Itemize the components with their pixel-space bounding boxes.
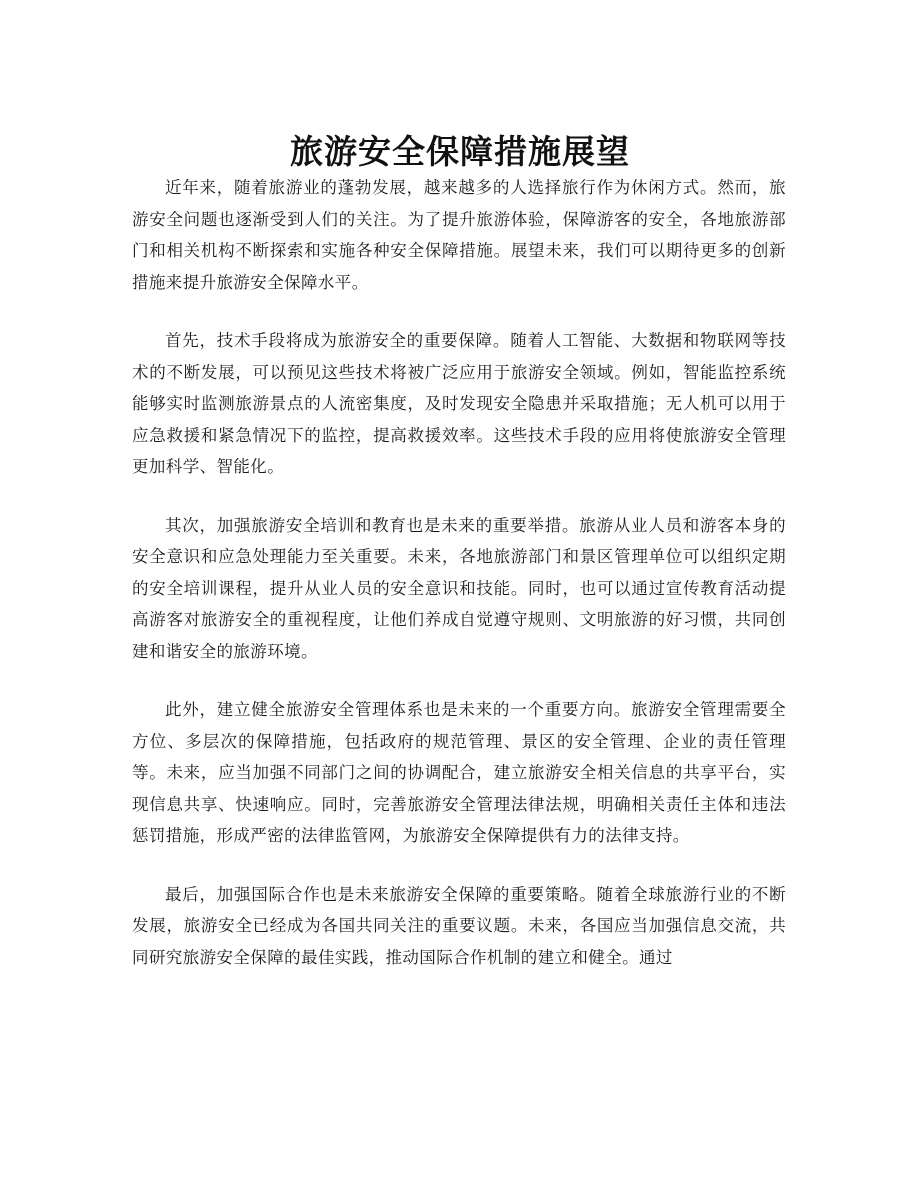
paragraph-technology: 首先，技术手段将成为旅游安全的重要保障。随着人工智能、大数据和物联网等技术的不断发展，可以预见这些技术将被广泛应用于旅游安全领域。例如，智能监控系统能够实时监测旅游景点的人流密集度，及时发现安全隐患并采取措施；无人机可以用于应急救援和紧急情况下的监控，提高救援效率。这些技术手段的应用将使旅游安全管理更加科学、智能化。 (132, 331, 786, 476)
paragraph-management: 此外，建立健全旅游安全管理体系也是未来的一个重要方向。旅游安全管理需要全方位、多层次的保障措施，包括政府的规范管理、景区的安全管理、企业的责任管理等。未来，应当加强不同部门之间的协调配合，建立旅游安全相关信息的共享平台，实现信息共享、快速响应。同时，完善旅游安全管理法律法规，明确相关责任主体和违法惩罚措施，形成严密的法律监管网，为旅游安全保障提供有力的法律支持。 (132, 700, 786, 845)
document-body (132, 172, 786, 1000)
paragraph-training: 其次，加强旅游安全培训和教育也是未来的重要举措。旅游从业人员和游客本身的安全意识和应急处理能力至关重要。未来，各地旅游部门和景区管理单位可以组织定期的安全培训课程，提升从业人员的安全意识和技能。同时，也可以通过宣传教育活动提高游客对旅游安全的重视程度，让他们养成自觉遵守规则、文明旅游的好习惯，共同创建和谐安全的旅游环境。 (132, 515, 786, 661)
document-title: 旅游安全保障措施展望 (290, 132, 630, 172)
paragraph-international: 最后，加强国际合作也是未来旅游安全保障的重要策略。随着全球旅游行业的不断发展，旅游安全已经成为各国共同关注的重要议题。未来，各国应当加强信息交流，共同研究旅游安全保障的最佳实践，推动国际合作机制的建立和健全。通过 (132, 884, 786, 967)
paragraph-intro: 近年来，随着旅游业的蓬勃发展，越来越多的人选择旅行作为休闲方式。然而，旅游安全问题也逐渐受到人们的关注。为了提升旅游体验，保障游客的安全，各地旅游部门和相关机构不断探索和实施各种安全保障措施。展望未来，我们可以期待更多的创新措施来提升旅游安全保障水平。 (132, 178, 786, 292)
